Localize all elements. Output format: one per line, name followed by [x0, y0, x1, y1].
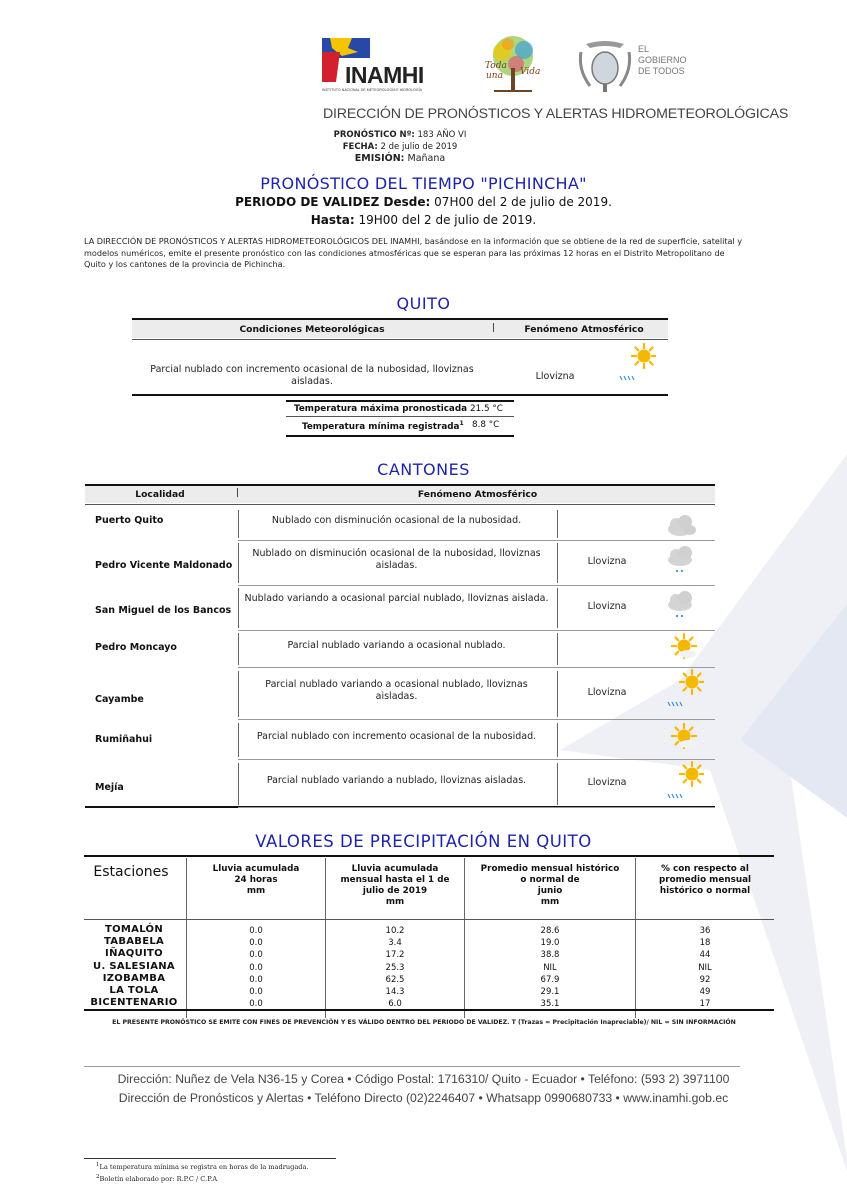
- canton-description: Nublado con disminución ocasional de la nubosidad.: [271, 515, 522, 526]
- precip-col-percent: [636, 864, 774, 897]
- station-percent: NIL: [698, 962, 712, 973]
- footnote-2-text: Boletín elaborado por: R.P.C / C.P.A: [99, 1175, 218, 1183]
- gobierno-logo: [638, 44, 687, 77]
- station-24h: 0.0: [249, 987, 263, 997]
- precip-col-historic-line1: Promedio mensual histórico: [480, 864, 620, 874]
- canton-description: Parcial nublado con incremento ocasional de la nubosidad.: [256, 731, 537, 742]
- footer-contact: Dirección de Pronósticos y Alertas • Teléfono Directo (02)2246407 • Whatsapp 0990680733 • www.inamhi.gob.ec: [118, 1091, 729, 1105]
- canton-name: Pedro Moncayo: [95, 642, 177, 653]
- sun-drizzle-icon: [664, 760, 704, 804]
- station-historic: 67.9: [540, 974, 560, 985]
- temps-bottom-rule: [286, 435, 514, 437]
- station-monthly: 6.0: [388, 999, 402, 1010]
- canton-description: Parcial nublado variando a nublado, lloviznas aisladas.: [266, 775, 527, 786]
- station-percent: 17: [699, 999, 711, 1010]
- canton-row-sep2: [557, 588, 558, 628]
- validity-to: [0, 213, 847, 227]
- canton-row-rule: [238, 759, 715, 760]
- station-24h: 0.0: [249, 999, 263, 1010]
- canton-row-rule: [238, 585, 715, 586]
- precip-top-rule: [84, 855, 774, 857]
- footnote-1: [96, 1162, 309, 1171]
- gobierno-de-todos: DE TODOS: [638, 66, 685, 76]
- precip-col-stations: Estaciones: [93, 864, 169, 880]
- quito-table-bottom-rule: [132, 394, 668, 396]
- quito-header-sep: |: [492, 322, 496, 333]
- canton-row-sep: [238, 633, 239, 665]
- precip-vline-1: [186, 858, 187, 1018]
- canton-name: Puerto Quito: [95, 515, 164, 526]
- station-name: IZOBAMBA: [102, 972, 166, 984]
- station-monthly: 3.4: [388, 938, 402, 949]
- cloud-drizzle-icon: [664, 540, 704, 584]
- cloud-drizzle-icon: [664, 585, 704, 629]
- precip-col-historic-line2: o normal de: [520, 875, 580, 885]
- canton-row-sep: [238, 671, 239, 717]
- cantones-col-locality: Localidad: [135, 489, 185, 500]
- station-percent: 44: [699, 950, 711, 961]
- precip-bottom-rule: [84, 1009, 774, 1011]
- precip-header-rule: [84, 919, 774, 920]
- station-monthly: 25.3: [385, 962, 405, 973]
- canton-name: San Miguel de los Bancos: [95, 605, 232, 616]
- precip-col-percent-line1: % con respecto al: [661, 864, 749, 874]
- canton-row-sep: [238, 763, 239, 805]
- canton-row-sep: [238, 723, 239, 757]
- canton-name: Pedro Vicente Maldonado: [95, 560, 233, 571]
- disclaimer: EL PRESENTE PRONÓSTICO SE EMITE CON FINES DE PREVENCIÓN Y ES VÁLIDO DENTRO DEL PERIODO DE VALIDEZ. T (Trazas = Precipitación Inapreciable)/ NIL = SIN INFORMACIÓN: [112, 1019, 736, 1026]
- station-name: TOMALÓN: [105, 924, 163, 935]
- cantones-header-rule: [85, 504, 715, 505]
- temp-min-footnote-mark: 1: [459, 420, 464, 427]
- quito-header-rule: [132, 339, 668, 340]
- canton-description: Nublado variando a ocasional parcial nublado, lloviznas aislada.: [244, 593, 549, 604]
- canton-row-sep: [238, 543, 239, 583]
- station-percent: 18: [699, 938, 711, 949]
- station-monthly: 17.2: [385, 950, 405, 961]
- canton-name: Cayambe: [95, 694, 144, 705]
- quito-condition: Parcial nublado con incremento ocasional de la nubosidad, lloviznas aisladas.: [150, 364, 474, 387]
- quito-col-phenomenon: Fenómeno Atmosférico: [524, 324, 644, 335]
- forecast-emission-value: Mañana: [407, 153, 446, 164]
- canton-row-rule: [238, 667, 715, 668]
- footnote-2-mark: 2: [96, 1174, 100, 1180]
- canton-name: Mejía: [95, 782, 124, 793]
- toda-una-vida-logo-icon: [480, 34, 546, 96]
- validity-from: [0, 195, 847, 209]
- station-historic: NIL: [543, 962, 557, 973]
- canton-row-sep2: [557, 671, 558, 717]
- precip-col-24h-line1: Lluvia acumulada: [212, 864, 300, 874]
- cantones-col-phenomenon: Fenómeno Atmosférico: [417, 489, 538, 500]
- precip-col-24h-line2: 24 horas: [234, 875, 278, 885]
- station-monthly: 10.2: [385, 926, 405, 936]
- canton-row-sep2: [557, 763, 558, 805]
- forecast-number-value: 183 AÑO VI: [417, 130, 467, 140]
- canton-row-sep2: [557, 543, 558, 583]
- footnote-1-mark: 1: [96, 1162, 100, 1168]
- station-percent: 36: [699, 926, 711, 936]
- quito-col-conditions: Condiciones Meteorológicas: [239, 324, 385, 335]
- station-24h: 0.0: [249, 974, 263, 985]
- temp-min-value: 8.8 °C: [472, 420, 500, 430]
- quito-weather-icon: [616, 342, 656, 386]
- ecuador-shield-icon: [578, 38, 632, 94]
- gobierno-gobierno: GOBIERNO: [638, 55, 687, 65]
- station-monthly: 14.3: [385, 987, 405, 997]
- canton-description: Parcial nublado variando a ocasional nublado, lloviznas aisladas.: [265, 679, 528, 702]
- station-24h: 0.0: [249, 950, 263, 961]
- temp-max-value: 21.5 °C: [470, 404, 503, 414]
- precip-col-historic-line4: mm: [540, 897, 560, 907]
- inamhi-wordmark: INAMHI: [345, 62, 424, 88]
- canton-phenomenon: Llovizna: [587, 556, 627, 567]
- precip-col-historic-line3: junio: [537, 886, 563, 896]
- station-name: BICENTENARIO: [90, 997, 178, 1009]
- canton-row-rule: [238, 719, 715, 720]
- canton-row-sep2: [557, 633, 558, 665]
- canton-row-sep: [238, 510, 239, 538]
- canton-phenomenon: Llovizna: [587, 687, 627, 698]
- canton-row-sep2: [557, 723, 558, 757]
- station-name: U. SALESIANA: [93, 960, 175, 972]
- validity-from-value: 07H00 del 2 de julio de 2019.: [434, 195, 612, 209]
- page-title: PRONÓSTICO DEL TIEMPO "PICHINCHA": [260, 174, 587, 193]
- canton-row-sep: [238, 588, 239, 628]
- validity-to-value: 19H00 del 2 de julio de 2019.: [358, 213, 537, 227]
- temps-mid-rule: [286, 416, 514, 417]
- forecast-number-label: PRONÓSTICO Nº:: [333, 130, 415, 140]
- precip-col-percent-line3: histórico o normal: [659, 886, 751, 896]
- precip-col-monthly-line3: julio de 2019: [362, 886, 428, 896]
- sun-cloud-icon: [664, 720, 704, 764]
- precip-section-title: VALORES DE PRECIPITACIÓN EN QUITO: [255, 832, 592, 851]
- station-percent: 49: [699, 987, 711, 997]
- temp-min-label: [302, 420, 464, 432]
- forecast-date: [300, 142, 500, 152]
- intro-paragraph: LA DIRECCIÓN DE PRONÓSTICOS Y ALERTAS HIDROMETEOROLÓGICOS DEL INAMHI, basándose en la información que se obtiene de la red de superficie, satelital y modelos numéricos, emite el presente pronóstico con las condiciones atmosféricas que se esperan para las próximas 12 horas en el Distrito Metropolitano de Quito y los cantones de la provincia de Pichincha.: [84, 236, 743, 269]
- canton-row-rule: [238, 807, 715, 808]
- footnote-1-text: La temperatura mínima se registra en horas de la madrugada.: [99, 1163, 309, 1171]
- precip-col-24h: [188, 864, 324, 897]
- station-historic: 35.1: [540, 999, 560, 1010]
- precip-col-monthly: [326, 864, 464, 908]
- precip-col-24h-line3: mm: [246, 886, 266, 896]
- forecast-date-label: FECHA:: [342, 142, 378, 152]
- canton-description: Nublado on disminución ocasional de la nubosidad, lloviznas aisladas.: [252, 548, 541, 571]
- footer-rule: [84, 1066, 740, 1067]
- footer-address: Dirección: Nuñez de Vela N36-15 y Corea • Código Postal: 1716310/ Quito - Ecuador • Teléfono: (593 2) 3971100: [117, 1072, 730, 1086]
- station-24h: 0.0: [249, 962, 263, 973]
- temp-min-label-text: Temperatura mínima registrada: [302, 421, 460, 432]
- station-name: LA TOLA: [109, 985, 159, 996]
- station-24h: 0.0: [249, 938, 263, 949]
- station-historic: 38.8: [540, 950, 560, 961]
- precip-col-monthly-line2: mensual hasta el 1 de: [340, 875, 450, 885]
- station-name: IÑAQUITO: [105, 948, 163, 960]
- canton-row-rule: [238, 540, 715, 541]
- forecast-emission-label: EMISIÓN:: [354, 153, 405, 164]
- canton-row-rule: [238, 630, 715, 631]
- station-24h: 0.0: [249, 926, 263, 936]
- station-historic: 28.6: [540, 926, 560, 936]
- inamhi-subtitle: INSTITUTO NACIONAL DE METEOROLOGÍA E HIDROLOGÍA: [322, 88, 423, 92]
- canton-name: Rumiñahui: [95, 734, 153, 745]
- validity-to-label: Hasta:: [310, 213, 355, 227]
- toda-una-vida-toda: Toda: [485, 61, 507, 71]
- validity-from-label: PERIODO DE VALIDEZ Desde:: [235, 195, 431, 209]
- canton-phenomenon: Llovizna: [587, 777, 627, 788]
- forecast-date-value: 2 de julio de 2019: [380, 142, 458, 152]
- precip-col-monthly-line4: mm: [385, 897, 405, 907]
- canton-description: Parcial nublado variando a ocasional nublado.: [287, 640, 506, 651]
- sun-drizzle-icon: [664, 668, 704, 712]
- cantones-header-sep: |: [236, 487, 240, 498]
- temp-max-label: Temperatura máxima pronosticada: [294, 404, 468, 414]
- station-monthly: 62.5: [385, 974, 405, 985]
- station-name: TABABELA: [103, 936, 165, 948]
- precip-col-percent-line2: promedio mensual: [658, 875, 752, 885]
- toda-una-vida-vida: Vida: [520, 67, 541, 77]
- temps-top-rule: [286, 400, 514, 402]
- footnote-2: [96, 1174, 217, 1183]
- canton-phenomenon: Llovizna: [587, 601, 627, 612]
- forecast-emission: [300, 153, 500, 164]
- cantones-section-title: CANTONES: [377, 460, 470, 479]
- department-name: DIRECCIÓN DE PRONÓSTICOS Y ALERTAS HIDROMETEOROLÓGICAS: [323, 106, 789, 122]
- station-historic: 19.0: [540, 938, 560, 949]
- canton-row-sep2: [557, 510, 558, 538]
- quito-section-title: QUITO: [396, 294, 451, 313]
- station-percent: 92: [699, 974, 711, 985]
- precip-col-monthly-line1: Lluvia acumulada: [351, 864, 439, 874]
- station-historic: 29.1: [540, 987, 560, 997]
- footnote-rule: [84, 1158, 336, 1159]
- gobierno-el: EL: [638, 44, 650, 54]
- forecast-number: [300, 130, 500, 140]
- precip-col-historic: [465, 864, 635, 908]
- quito-phenomenon: Llovizna: [535, 371, 575, 382]
- toda-una-vida-una: una: [486, 71, 503, 81]
